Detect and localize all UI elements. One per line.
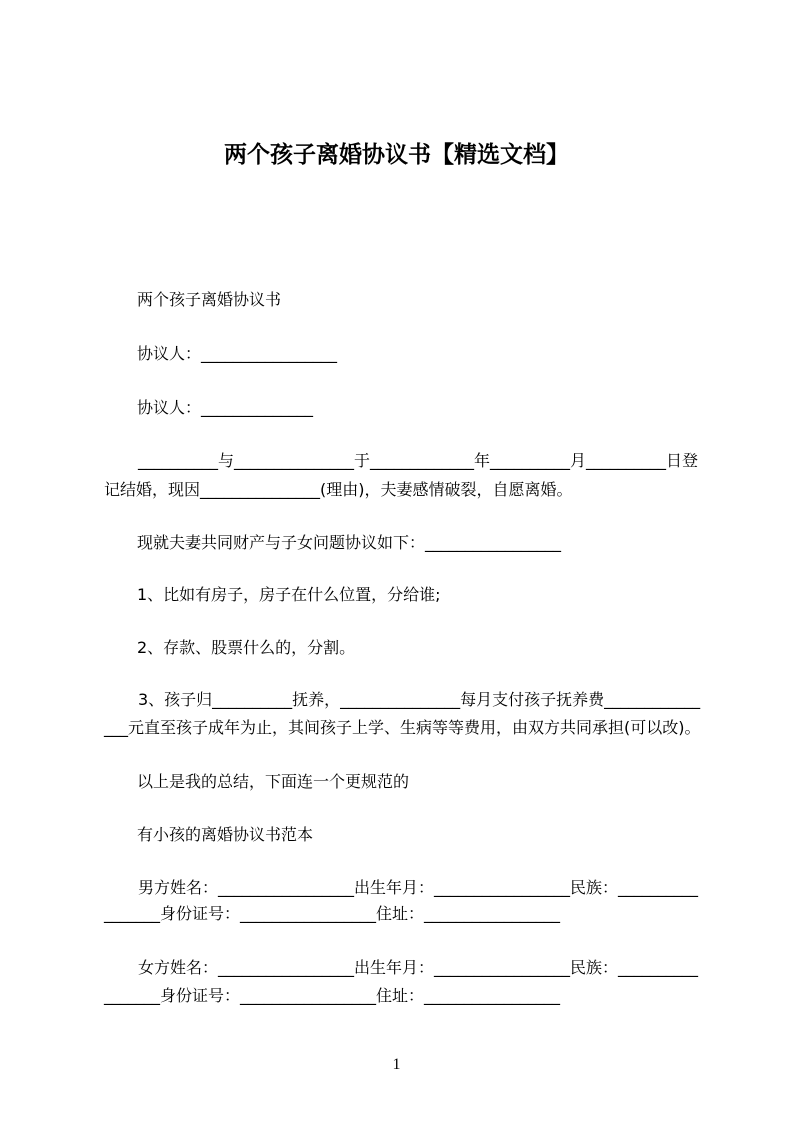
wife-info-line-1: 女方姓名：_________________出生年月：_________________民族：__________ (138, 958, 699, 977)
property-agreement-intro: 现就夫妻共同财产与子女问题协议如下：_________________ (137, 533, 562, 552)
husband-info-line-1: 男方姓名：_________________出生年月：_________________民族：__________ (138, 878, 699, 897)
clause-2-savings: 2、存款、股票什么的，分割。 (137, 638, 356, 657)
document-title: 两个孩子离婚协议书【精选文档】 (224, 142, 569, 168)
clause-3-custody-line-1: 3、孩子归__________抚养，_______________每月支付孩子抚养费____________ (138, 690, 701, 709)
summary-note: 以上是我的总结，下面连一个更规范的 (137, 772, 410, 791)
husband-info-line-2: _______身份证号：_________________住址：_________________ (104, 904, 561, 923)
wife-info-line-2: _______身份证号：_________________住址：_________________ (104, 986, 561, 1005)
agreement-heading: 两个孩子离婚协议书 (137, 290, 282, 309)
page-number: 1 (392, 1056, 401, 1073)
marriage-registration-line-1: __________与_______________于_____________年__________月__________日登 (138, 451, 699, 470)
clause-1-house: 1、比如有房子，房子在什么位置，分给谁; (137, 585, 441, 604)
marriage-registration-line-2: 记结婚，现因_______________(理由)，夫妻感情破裂，自愿离婚。 (104, 480, 573, 499)
party-line-1: 协议人：_________________ (137, 344, 338, 363)
template-heading: 有小孩的离婚协议书范本 (137, 825, 314, 844)
clause-3-custody-line-2: ___元直至孩子成年为止，其间孩子上学、生病等等费用，由双方共同承担(可以改)。 (104, 718, 701, 737)
party-line-2: 协议人：______________ (137, 398, 314, 417)
